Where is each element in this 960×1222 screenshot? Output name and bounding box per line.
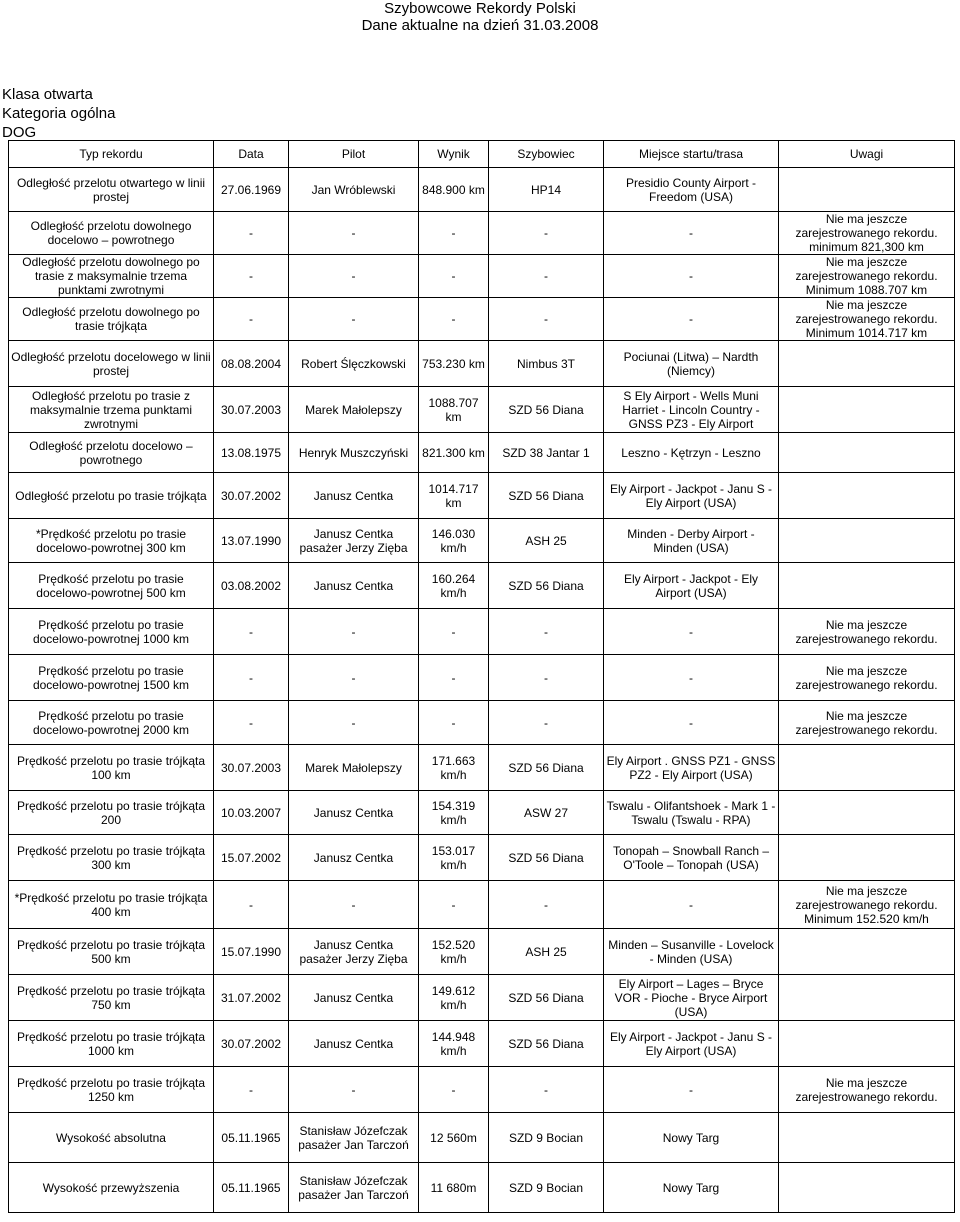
record-type-cell: Prędkość przelotu po trasie docelowo-powrotnej 1500 km: [9, 655, 214, 701]
pilot-cell: Janusz Centka pasażer Jerzy Zięba: [289, 519, 419, 563]
glider-cell: Nimbus 3T: [489, 341, 604, 387]
table-row: [9, 881, 955, 929]
glider-cell: ASW 27: [489, 791, 604, 835]
pilot-cell: Marek Małolepszy: [289, 387, 419, 433]
record-type-cell: Odległość przelotu dowolnego po trasie z maksymalnie trzema punktami zwrotnymi: [9, 255, 214, 298]
pilot-cell: Janusz Centka: [289, 791, 419, 835]
table-row: [9, 655, 955, 701]
record-type-cell: Odległość przelotu otwartego w linii prostej: [9, 168, 214, 212]
date-cell: 03.08.2002: [214, 563, 289, 609]
page-title: Szybowcowe Rekordy Polski: [384, 0, 576, 17]
glider-cell: -: [489, 881, 604, 929]
result-cell: -: [419, 701, 489, 745]
result-cell: 821.300 km: [419, 433, 489, 473]
date-cell: 05.11.1965: [214, 1163, 289, 1213]
pilot-cell: -: [289, 298, 419, 341]
date-cell: 30.07.2002: [214, 1021, 289, 1067]
record-type-cell: Wysokość absolutna: [9, 1113, 214, 1163]
result-cell: -: [419, 655, 489, 701]
table-row: [9, 1067, 955, 1113]
glider-cell: SZD 9 Bocian: [489, 1113, 604, 1163]
result-cell: 160.264 km/h: [419, 563, 489, 609]
pilot-cell: Janusz Centka: [289, 563, 419, 609]
record-type-cell: Prędkość przelotu po trasie trójkąta 750 km: [9, 975, 214, 1021]
record-type-cell: *Prędkość przelotu po trasie trójkąta 400 km: [9, 881, 214, 929]
pilot-cell: Janusz Centka: [289, 1021, 419, 1067]
record-type-cell: Odległość przelotu po trasie trójkąta: [9, 473, 214, 519]
record-type-cell: Prędkość przelotu po trasie docelowo-powrotnej 1000 km: [9, 609, 214, 655]
place-cell: Ely Airport – Lages – Bryce VOR - Pioche - Bryce Airport (USA): [604, 975, 779, 1021]
glider-cell: -: [489, 1067, 604, 1113]
table-row: [9, 433, 955, 473]
notes-cell: Nie ma jeszcze zarejestrowanego rekordu. Minimum 152.520 km/h: [779, 881, 955, 929]
place-cell: Tonopah – Snowball Ranch – O'Toole – Tonopah (USA): [604, 835, 779, 881]
notes-cell: [779, 563, 955, 609]
table-row: [9, 609, 955, 655]
glider-cell: ASH 25: [489, 929, 604, 975]
notes-cell: [779, 433, 955, 473]
table-row: [9, 791, 955, 835]
result-cell: 11 680m: [419, 1163, 489, 1213]
pilot-cell: -: [289, 655, 419, 701]
date-cell: 10.03.2007: [214, 791, 289, 835]
record-type-cell: *Prędkość przelotu po trasie docelowo-powrotnej 300 km: [9, 519, 214, 563]
record-type-cell: Odległość przelotu dowolnego po trasie trójkąta: [9, 298, 214, 341]
place-cell: Presidio County Airport - Freedom (USA): [604, 168, 779, 212]
result-cell: -: [419, 212, 489, 255]
pilot-cell: Janusz Centka pasażer Jerzy Zięba: [289, 929, 419, 975]
date-cell: -: [214, 1067, 289, 1113]
pilot-cell: Janusz Centka: [289, 835, 419, 881]
table-row: [9, 745, 955, 791]
result-cell: 1014.717 km: [419, 473, 489, 519]
date-cell: -: [214, 655, 289, 701]
data-date-line: Dane aktualne na dzień 31.03.2008: [361, 17, 599, 34]
glider-cell: SZD 38 Jantar 1: [489, 433, 604, 473]
table-row: [9, 563, 955, 609]
place-cell: -: [604, 298, 779, 341]
notes-cell: [779, 1163, 955, 1213]
record-type-cell: Prędkość przelotu po trasie trójkąta 1250 km: [9, 1067, 214, 1113]
pilot-cell: -: [289, 881, 419, 929]
result-cell: -: [419, 1067, 489, 1113]
result-cell: -: [419, 609, 489, 655]
notes-cell: [779, 791, 955, 835]
table-row: [9, 212, 955, 255]
place-cell: -: [604, 212, 779, 255]
notes-cell: [779, 341, 955, 387]
table-row: [9, 298, 955, 341]
glider-cell: -: [489, 701, 604, 745]
glider-cell: SZD 56 Diana: [489, 745, 604, 791]
record-type-cell: Odległość przelotu docelowo – powrotnego: [9, 433, 214, 473]
result-cell: 146.030 km/h: [419, 519, 489, 563]
result-cell: 12 560m: [419, 1113, 489, 1163]
glider-cell: -: [489, 655, 604, 701]
notes-cell: [779, 473, 955, 519]
pilot-cell: Stanisław Józefczak pasażer Jan Tarczoń: [289, 1163, 419, 1213]
table-row: [9, 975, 955, 1021]
result-cell: 848.900 km: [419, 168, 489, 212]
date-cell: 30.07.2002: [214, 473, 289, 519]
record-type-cell: Prędkość przelotu po trasie trójkąta 300 km: [9, 835, 214, 881]
table-row: [9, 1113, 955, 1163]
record-category: Kategoria ogólna: [2, 105, 116, 122]
notes-cell: Nie ma jeszcze zarejestrowanego rekordu. Minimum 1088.707 km: [779, 255, 955, 298]
result-cell: -: [419, 298, 489, 341]
glider-cell: HP14: [489, 168, 604, 212]
glider-cell: -: [489, 609, 604, 655]
notes-cell: Nie ma jeszcze zarejestrowanego rekordu.: [779, 1067, 955, 1113]
table-row: [9, 701, 955, 745]
result-cell: -: [419, 881, 489, 929]
column-header-place: Miejsce startu/trasa: [604, 141, 779, 168]
date-cell: -: [214, 212, 289, 255]
place-cell: Ely Airport - Jackpot - Ely Airport (USA): [604, 563, 779, 609]
place-cell: Ely Airport . GNSS PZ1 - GNSS PZ2 - Ely Airport (USA): [604, 745, 779, 791]
record-type-cell: Prędkość przelotu po trasie docelowo-powrotnej 2000 km: [9, 701, 214, 745]
result-cell: 154.319 km/h: [419, 791, 489, 835]
place-cell: Tswalu - Olifantshoek - Mark 1 - Tswalu (Tswalu - RPA): [604, 791, 779, 835]
notes-cell: Nie ma jeszcze zarejestrowanego rekordu.: [779, 609, 955, 655]
result-cell: 149.612 km/h: [419, 975, 489, 1021]
record-type-cell: Odległość przelotu dowolnego docelowo – powrotnego: [9, 212, 214, 255]
glider-cell: SZD 56 Diana: [489, 473, 604, 519]
notes-cell: [779, 519, 955, 563]
column-header-type: Typ rekordu: [9, 141, 214, 168]
record-type-cell: Odległość przelotu po trasie z maksymalnie trzema punktami zwrotnymi: [9, 387, 214, 433]
table-row: [9, 168, 955, 212]
column-header-glider: Szybowiec: [489, 141, 604, 168]
pilot-cell: -: [289, 255, 419, 298]
notes-cell: [779, 168, 955, 212]
date-cell: 13.08.1975: [214, 433, 289, 473]
notes-cell: [779, 387, 955, 433]
place-cell: -: [604, 255, 779, 298]
result-cell: 144.948 km/h: [419, 1021, 489, 1067]
pilot-cell: -: [289, 1067, 419, 1113]
result-cell: 152.520 km/h: [419, 929, 489, 975]
glider-cell: SZD 56 Diana: [489, 563, 604, 609]
place-cell: Nowy Targ: [604, 1113, 779, 1163]
table-row: [9, 1021, 955, 1067]
place-cell: -: [604, 609, 779, 655]
table-row: [9, 1163, 955, 1213]
place-cell: -: [604, 655, 779, 701]
place-cell: S Ely Airport - Wells Muni Harriet - Lincoln Country - GNSS PZ3 - Ely Airport: [604, 387, 779, 433]
pilot-cell: Jan Wróblewski: [289, 168, 419, 212]
column-header-pilot: Pilot: [289, 141, 419, 168]
date-cell: 08.08.2004: [214, 341, 289, 387]
pilot-cell: Janusz Centka: [289, 975, 419, 1021]
table-row: [9, 341, 955, 387]
date-cell: -: [214, 701, 289, 745]
date-cell: 31.07.2002: [214, 975, 289, 1021]
date-cell: 15.07.1990: [214, 929, 289, 975]
pilot-cell: -: [289, 609, 419, 655]
notes-cell: [779, 929, 955, 975]
table-row: [9, 473, 955, 519]
glider-cell: SZD 9 Bocian: [489, 1163, 604, 1213]
result-cell: -: [419, 255, 489, 298]
place-cell: Pociunai (Litwa) – Nardth (Niemcy): [604, 341, 779, 387]
notes-cell: [779, 1021, 955, 1067]
result-cell: 1088.707 km: [419, 387, 489, 433]
place-cell: -: [604, 1067, 779, 1113]
notes-cell: Nie ma jeszcze zarejestrowanego rekordu. Minimum 1014.717 km: [779, 298, 955, 341]
date-cell: 13.07.1990: [214, 519, 289, 563]
date-cell: -: [214, 881, 289, 929]
pilot-cell: Stanisław Józefczak pasażer Jan Tarczoń: [289, 1113, 419, 1163]
record-type-cell: Wysokość przewyższenia: [9, 1163, 214, 1213]
place-cell: Minden – Susanville - Lovelock - Minden (USA): [604, 929, 779, 975]
notes-cell: Nie ma jeszcze zarejestrowanego rekordu.: [779, 655, 955, 701]
table-row: [9, 255, 955, 298]
record-code: DOG: [2, 124, 37, 141]
place-cell: Nowy Targ: [604, 1163, 779, 1213]
date-cell: 15.07.2002: [214, 835, 289, 881]
notes-cell: [779, 745, 955, 791]
record-type-cell: Prędkość przelotu po trasie trójkąta 100 km: [9, 745, 214, 791]
place-cell: Ely Airport - Jackpot - Janu S - Ely Airport (USA): [604, 473, 779, 519]
result-cell: 153.017 km/h: [419, 835, 489, 881]
date-cell: -: [214, 298, 289, 341]
column-header-date: Data: [214, 141, 289, 168]
date-cell: -: [214, 255, 289, 298]
record-type-cell: Prędkość przelotu po trasie trójkąta 1000 km: [9, 1021, 214, 1067]
glider-cell: SZD 56 Diana: [489, 975, 604, 1021]
record-type-cell: Odległość przelotu docelowego w linii prostej: [9, 341, 214, 387]
place-cell: Minden - Derby Airport - Minden (USA): [604, 519, 779, 563]
glider-cell: SZD 56 Diana: [489, 387, 604, 433]
column-header-result: Wynik: [419, 141, 489, 168]
record-type-cell: Prędkość przelotu po trasie trójkąta 500 km: [9, 929, 214, 975]
record-type-cell: Prędkość przelotu po trasie docelowo-powrotnej 500 km: [9, 563, 214, 609]
pilot-cell: Marek Małolepszy: [289, 745, 419, 791]
pilot-cell: Robert Ślęczkowski: [289, 341, 419, 387]
place-cell: -: [604, 881, 779, 929]
place-cell: Leszno - Kętrzyn - Leszno: [604, 433, 779, 473]
record-type-cell: Prędkość przelotu po trasie trójkąta 200: [9, 791, 214, 835]
pilot-cell: -: [289, 701, 419, 745]
table-row: [9, 519, 955, 563]
date-cell: 30.07.2003: [214, 745, 289, 791]
notes-cell: [779, 835, 955, 881]
table-header-row: [9, 141, 955, 168]
result-cell: 171.663 km/h: [419, 745, 489, 791]
glider-cell: -: [489, 212, 604, 255]
date-cell: 05.11.1965: [214, 1113, 289, 1163]
table-row: [9, 387, 955, 433]
notes-cell: Nie ma jeszcze zarejestrowanego rekordu.: [779, 701, 955, 745]
glider-cell: -: [489, 255, 604, 298]
place-cell: -: [604, 701, 779, 745]
date-cell: 30.07.2003: [214, 387, 289, 433]
table-row: [9, 835, 955, 881]
result-cell: 753.230 km: [419, 341, 489, 387]
table-row: [9, 929, 955, 975]
pilot-cell: -: [289, 212, 419, 255]
pilot-cell: Henryk Muszczyński: [289, 433, 419, 473]
date-cell: 27.06.1969: [214, 168, 289, 212]
glider-cell: -: [489, 298, 604, 341]
glider-cell: SZD 56 Diana: [489, 835, 604, 881]
notes-cell: [779, 975, 955, 1021]
glider-cell: ASH 25: [489, 519, 604, 563]
date-cell: -: [214, 609, 289, 655]
records-table: [8, 140, 955, 1213]
record-class: Klasa otwarta: [2, 86, 93, 103]
notes-cell: [779, 1113, 955, 1163]
place-cell: Ely Airport - Jackpot - Janu S - Ely Airport (USA): [604, 1021, 779, 1067]
glider-cell: SZD 56 Diana: [489, 1021, 604, 1067]
pilot-cell: Janusz Centka: [289, 473, 419, 519]
notes-cell: Nie ma jeszcze zarejestrowanego rekordu. minimum 821,300 km: [779, 212, 955, 255]
column-header-notes: Uwagi: [779, 141, 955, 168]
